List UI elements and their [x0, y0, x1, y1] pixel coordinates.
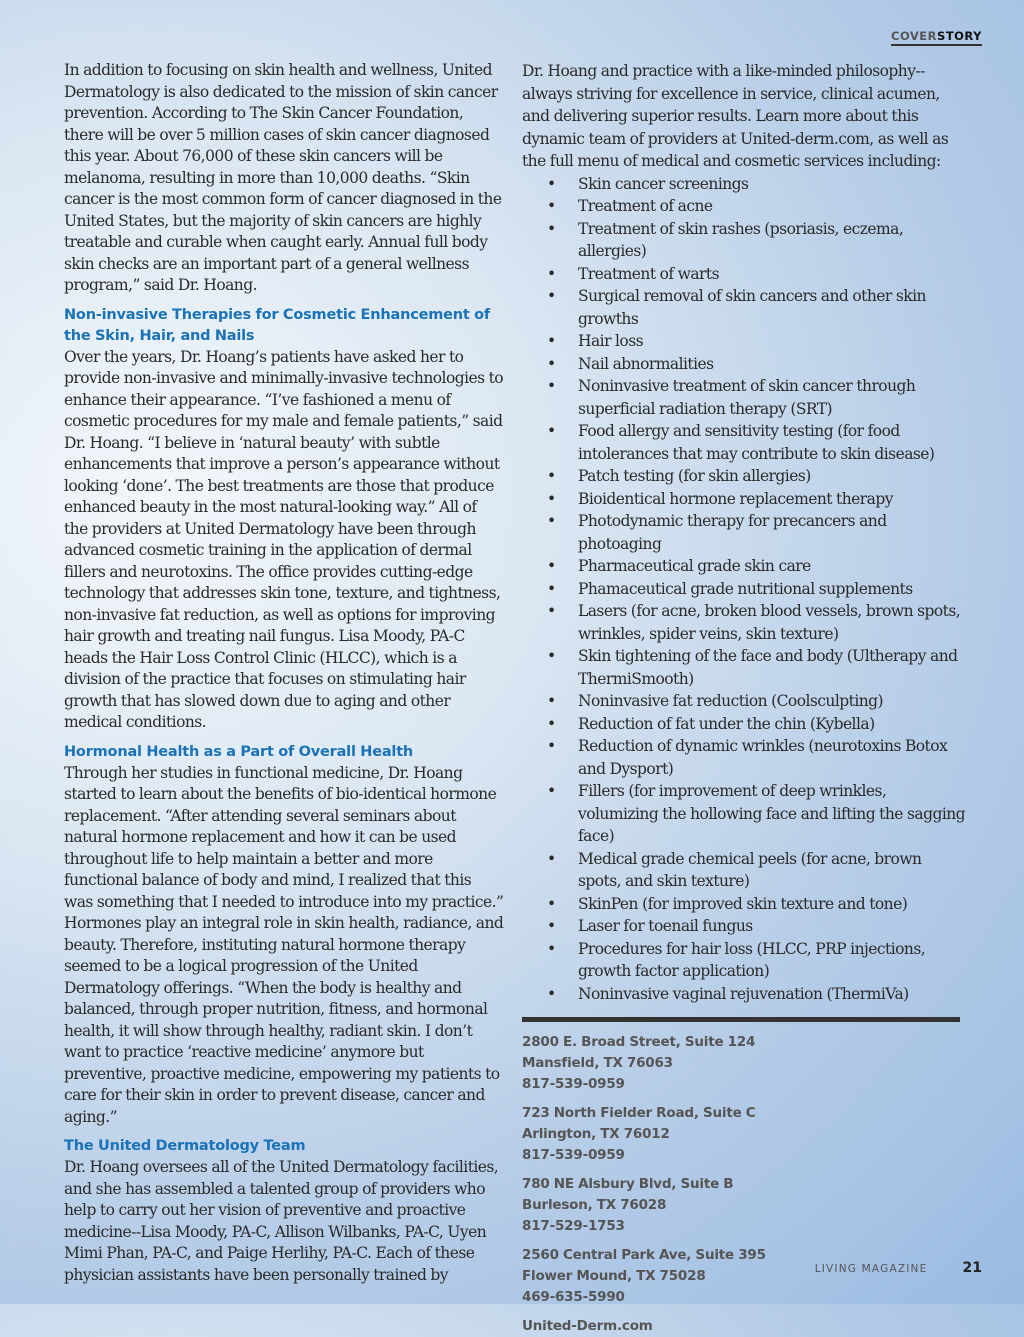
section-tag-story: STORY — [937, 29, 982, 43]
services-list — [522, 173, 968, 1006]
heading-team: The United Dermatology Team — [64, 1138, 306, 1154]
service-item: • Procedures for hair loss (HLCC, PRP injections, growth factor application) — [522, 938, 968, 983]
service-item: • Nail abnormalities — [522, 353, 968, 376]
service-item: • Treatment of skin rashes (psoriasis, eczema, allergies) — [522, 218, 968, 263]
paragraph-team: Dr. Hoang oversees all of the United Dermatology facilities, and she has assembled a talented group of providers who help to carry out her vision of preventive and proactive medicine--Lisa Moody, PA-C, Allison Wilbanks, PA-C, Uyen Mimi Phan, PA-C, and Paige Herlihy, PA-C. Each of these physician assistants have been personally trained by — [64, 1158, 499, 1284]
location-street: 780 NE Alsbury Blvd, Suite B — [522, 1176, 734, 1192]
service-item: • Treatment of acne — [522, 195, 968, 218]
service-item: • Phamaceutical grade nutritional supplements — [522, 578, 968, 601]
website-link[interactable]: United-Derm.com — [522, 1318, 653, 1334]
intro-paragraph: In addition to focusing on skin health and wellness, United Dermatology is also dedicated to the mission of skin cancer prevention. According to The Skin Cancer Foundation, there will be over 5 million cases of skin cancer diagnosed this year. About 76,000 of these skin cancers will be melanoma, resulting in more than 10,000 deaths. “Skin cancer is the most common form of cancer diagnosed in the United States, but the majority of skin cancers are highly treatable and curable when caught early. Annual full body skin checks are an important part of a general wellness program,” said Dr. Hoang. — [64, 61, 502, 294]
location-city: Mansfield, TX 76063 — [522, 1055, 673, 1071]
service-item: • Treatment of warts — [522, 263, 968, 286]
right-intro-paragraph: Dr. Hoang and practice with a like-minded philosophy--always striving for excellence in service, clinical acumen, and delivering superior results. Learn more about this dynamic team of providers at United-derm.com, as well as the full menu of medical and cosmetic services including: — [522, 62, 949, 170]
section-tag — [891, 31, 982, 46]
service-item: • Photodynamic therapy for precancers and photoaging — [522, 510, 968, 555]
location-phone: 817-529-1753 — [522, 1218, 625, 1234]
location-phone: 817-539-0959 — [522, 1147, 625, 1163]
paragraph-hormonal-health: Through her studies in functional medicine, Dr. Hoang started to learn about the benefits of bio-identical hormone replacement. “After attending several seminars about natural hormone replacement and how it can be used throughout life to help maintain a better and more functional balance of body and mind, I realized that this was something that I needed to introduce into my practice.” Hormones play an integral role in skin health, radiance, and beauty. Therefore, instituting natural hormone therapy seemed to be a logical progression of the United Dermatology offerings. “When the body is healthy and balanced, through proper nutrition, fitness, and hormonal health, it will show through healthy, radiant skin. I don’t want to practice ‘reactive medicine’ anymore but preventive, proactive medicine, empowering my patients to care for their skin in order to prevent disease, cancer and aging.” — [64, 763, 504, 1126]
service-item: • Noninvasive fat reduction (Coolsculpting) — [522, 690, 968, 713]
service-item: • Skin tightening of the face and body (Ultherapy and ThermiSmooth) — [522, 645, 968, 690]
location-street: 723 North Fielder Road, Suite C — [522, 1105, 756, 1121]
service-item: • Reduction of dynamic wrinkles (neurotoxins Botox and Dysport) — [522, 735, 968, 780]
heading-hormonal-health: Hormonal Health as a Part of Overall Health — [64, 743, 414, 760]
right-column — [522, 60, 968, 1337]
location-phone: 817-539-0959 — [522, 1076, 625, 1092]
page-number: 21 — [962, 1260, 982, 1276]
service-item: • Laser for toenail fungus — [522, 915, 968, 938]
service-item: • Patch testing (for skin allergies) — [522, 465, 968, 488]
location-burleson — [522, 1174, 968, 1237]
service-item: • Surgical removal of skin cancers and other skin growths — [522, 285, 968, 330]
magazine-name: LIVING MAGAZINE — [814, 1263, 928, 1275]
location-mansfield — [522, 1032, 968, 1095]
service-item: • Lasers (for acne, broken blood vessels, brown spots, wrinkles, spider veins, skin texture) — [522, 600, 968, 645]
location-street: 2800 E. Broad Street, Suite 124 — [522, 1034, 756, 1050]
service-item: • Hair loss — [522, 330, 968, 353]
service-item: • Food allergy and sensitivity testing (for food intolerances that may contribute to skin disease) — [522, 420, 968, 465]
service-item: • Pharmaceutical grade skin care — [522, 555, 968, 578]
service-item: • Noninvasive treatment of skin cancer through superficial radiation therapy (SRT) — [522, 375, 968, 420]
location-flower-mound — [522, 1245, 968, 1308]
divider-rule — [522, 1017, 960, 1022]
locations-block — [522, 1032, 968, 1337]
heading-noninvasive-therapies: Non-invasive Therapies for Cosmetic Enhancement of the Skin, Hair, and Nails — [64, 306, 491, 344]
location-city: Arlington, TX 76012 — [522, 1126, 670, 1142]
service-item: • Bioidentical hormone replacement therapy — [522, 488, 968, 511]
service-item: • Fillers (for improvement of deep wrinkles, volumizing the hollowing face and lifting the sagging face) — [522, 780, 968, 848]
service-item: • Medical grade chemical peels (for acne, brown spots, and skin texture) — [522, 848, 968, 893]
page-footer — [815, 1257, 982, 1276]
service-item: • Reduction of fat under the chin (Kybella) — [522, 713, 968, 736]
section-tag-cover: COVER — [891, 29, 938, 43]
location-city: Burleson, TX 76028 — [522, 1197, 667, 1213]
left-column — [64, 60, 504, 1294]
location-phone: 469-635-5990 — [522, 1289, 625, 1305]
location-city: Flower Mound, TX 75028 — [522, 1268, 706, 1284]
location-arlington — [522, 1103, 968, 1166]
location-street: 2560 Central Park Ave, Suite 395 — [522, 1247, 766, 1263]
service-item: • Noninvasive vaginal rejuvenation (ThermiVa) — [522, 983, 968, 1006]
service-item: • Skin cancer screenings — [522, 173, 968, 196]
paragraph-noninvasive-therapies: Over the years, Dr. Hoang’s patients have asked her to provide non-invasive and minimally-invasive technologies to enhance their appearance. “I’ve fashioned a menu of cosmetic procedures for my male and female patients,” said Dr. Hoang. “I believe in ‘natural beauty’ with subtle enhancements that improve a person’s appearance without looking ‘done’. The best treatments are those that produce enhanced beauty in the most natural-looking way.” All of the providers at United Dermatology have been through advanced cosmetic training in the application of dermal fillers and neurotoxins. The office provides cutting-edge technology that addresses skin tone, texture, and tightness, non-invasive fat reduction, as well as options for improving hair growth and treating nail fungus. Lisa Moody, PA-C heads the Hair Loss Control Clinic (HLCC), which is a division of the practice that focuses on stimulating hair growth that has slowed down due to aging and other medical conditions. — [64, 347, 504, 731]
service-item: • SkinPen (for improved skin texture and tone) — [522, 893, 968, 916]
